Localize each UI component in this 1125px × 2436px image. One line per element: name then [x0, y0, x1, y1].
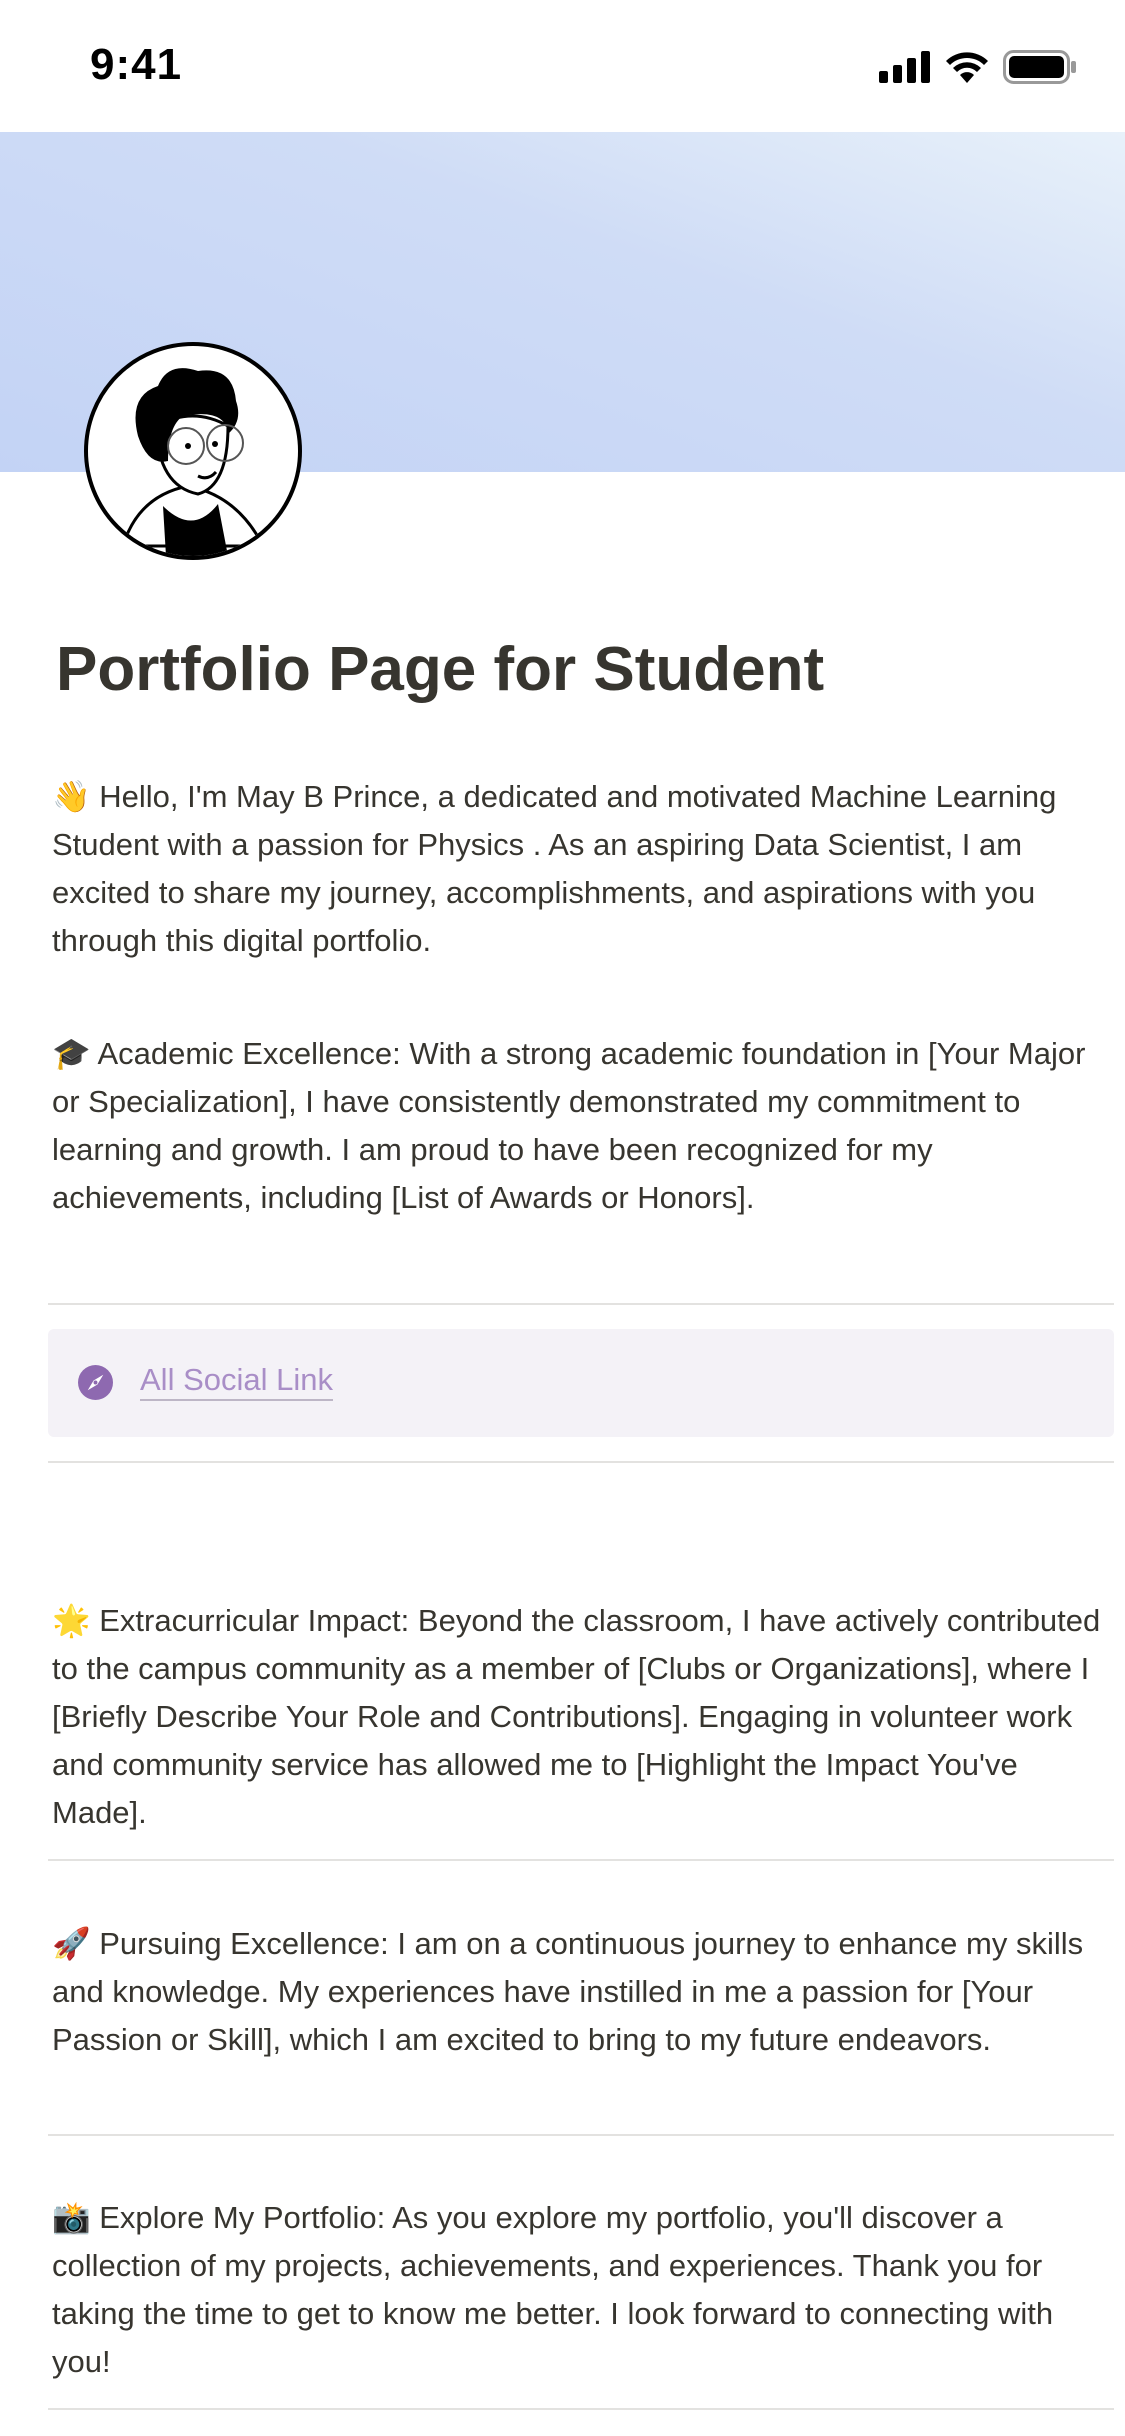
signal-icon	[879, 51, 931, 83]
divider	[48, 1461, 1114, 1463]
divider	[48, 2134, 1114, 2136]
divider	[48, 1859, 1114, 1861]
divider	[48, 2408, 1114, 2410]
extracurricular-paragraph: 🌟 Extracurricular Impact: Beyond the classroom, I have actively contributed to the campus community as a member of [Clubs or Organizations], where I [Briefly Describe Your Role and Contributions]. Engaging in volunteer work and community service has allowed me to [Highlight the Impact You've Made].	[52, 1603, 1101, 1830]
social-link-callout	[48, 1329, 1114, 1437]
pursuing-paragraph: 🚀 Pursuing Excellence: I am on a continuous journey to enhance my skills and knowledge. My experiences have instilled in me a passion for [Your Passion or Skill], which I am excited to bring to my future endeavors.	[52, 1926, 1084, 2057]
divider	[48, 1303, 1114, 1305]
compass-icon	[78, 1365, 113, 1400]
battery-icon	[1003, 50, 1077, 84]
student-illustration-icon	[88, 346, 298, 556]
explore-paragraph: 📸 Explore My Portfolio: As you explore my portfolio, you'll discover a collection of my projects, achievements, and experiences. Thank you for taking the time to get to know me better. I look forward to connecting with you!	[52, 2200, 1054, 2379]
status-bar	[0, 0, 1125, 132]
status-time: 9:41	[90, 40, 183, 89]
all-social-link[interactable]: All Social Link	[140, 1361, 333, 1401]
academic-paragraph: 🎓 Academic Excellence: With a strong academic foundation in [Your Major or Specialization], I have consistently demonstrated my commitment to learning and growth. I am proud to have been recognized for my achievements, including [List of Awards or Honors].	[52, 1036, 1086, 1215]
intro-paragraph: 👋 Hello, I'm May B Prince, a dedicated and motivated Machine Learning Student with a passion for Physics . As an aspiring Data Scientist, I am excited to share my journey, accomplishments, and aspirations with you through this digital portfolio.	[52, 779, 1057, 958]
page-title: Portfolio Page for Student	[56, 635, 825, 704]
avatar	[84, 342, 302, 560]
wifi-icon	[945, 51, 989, 83]
